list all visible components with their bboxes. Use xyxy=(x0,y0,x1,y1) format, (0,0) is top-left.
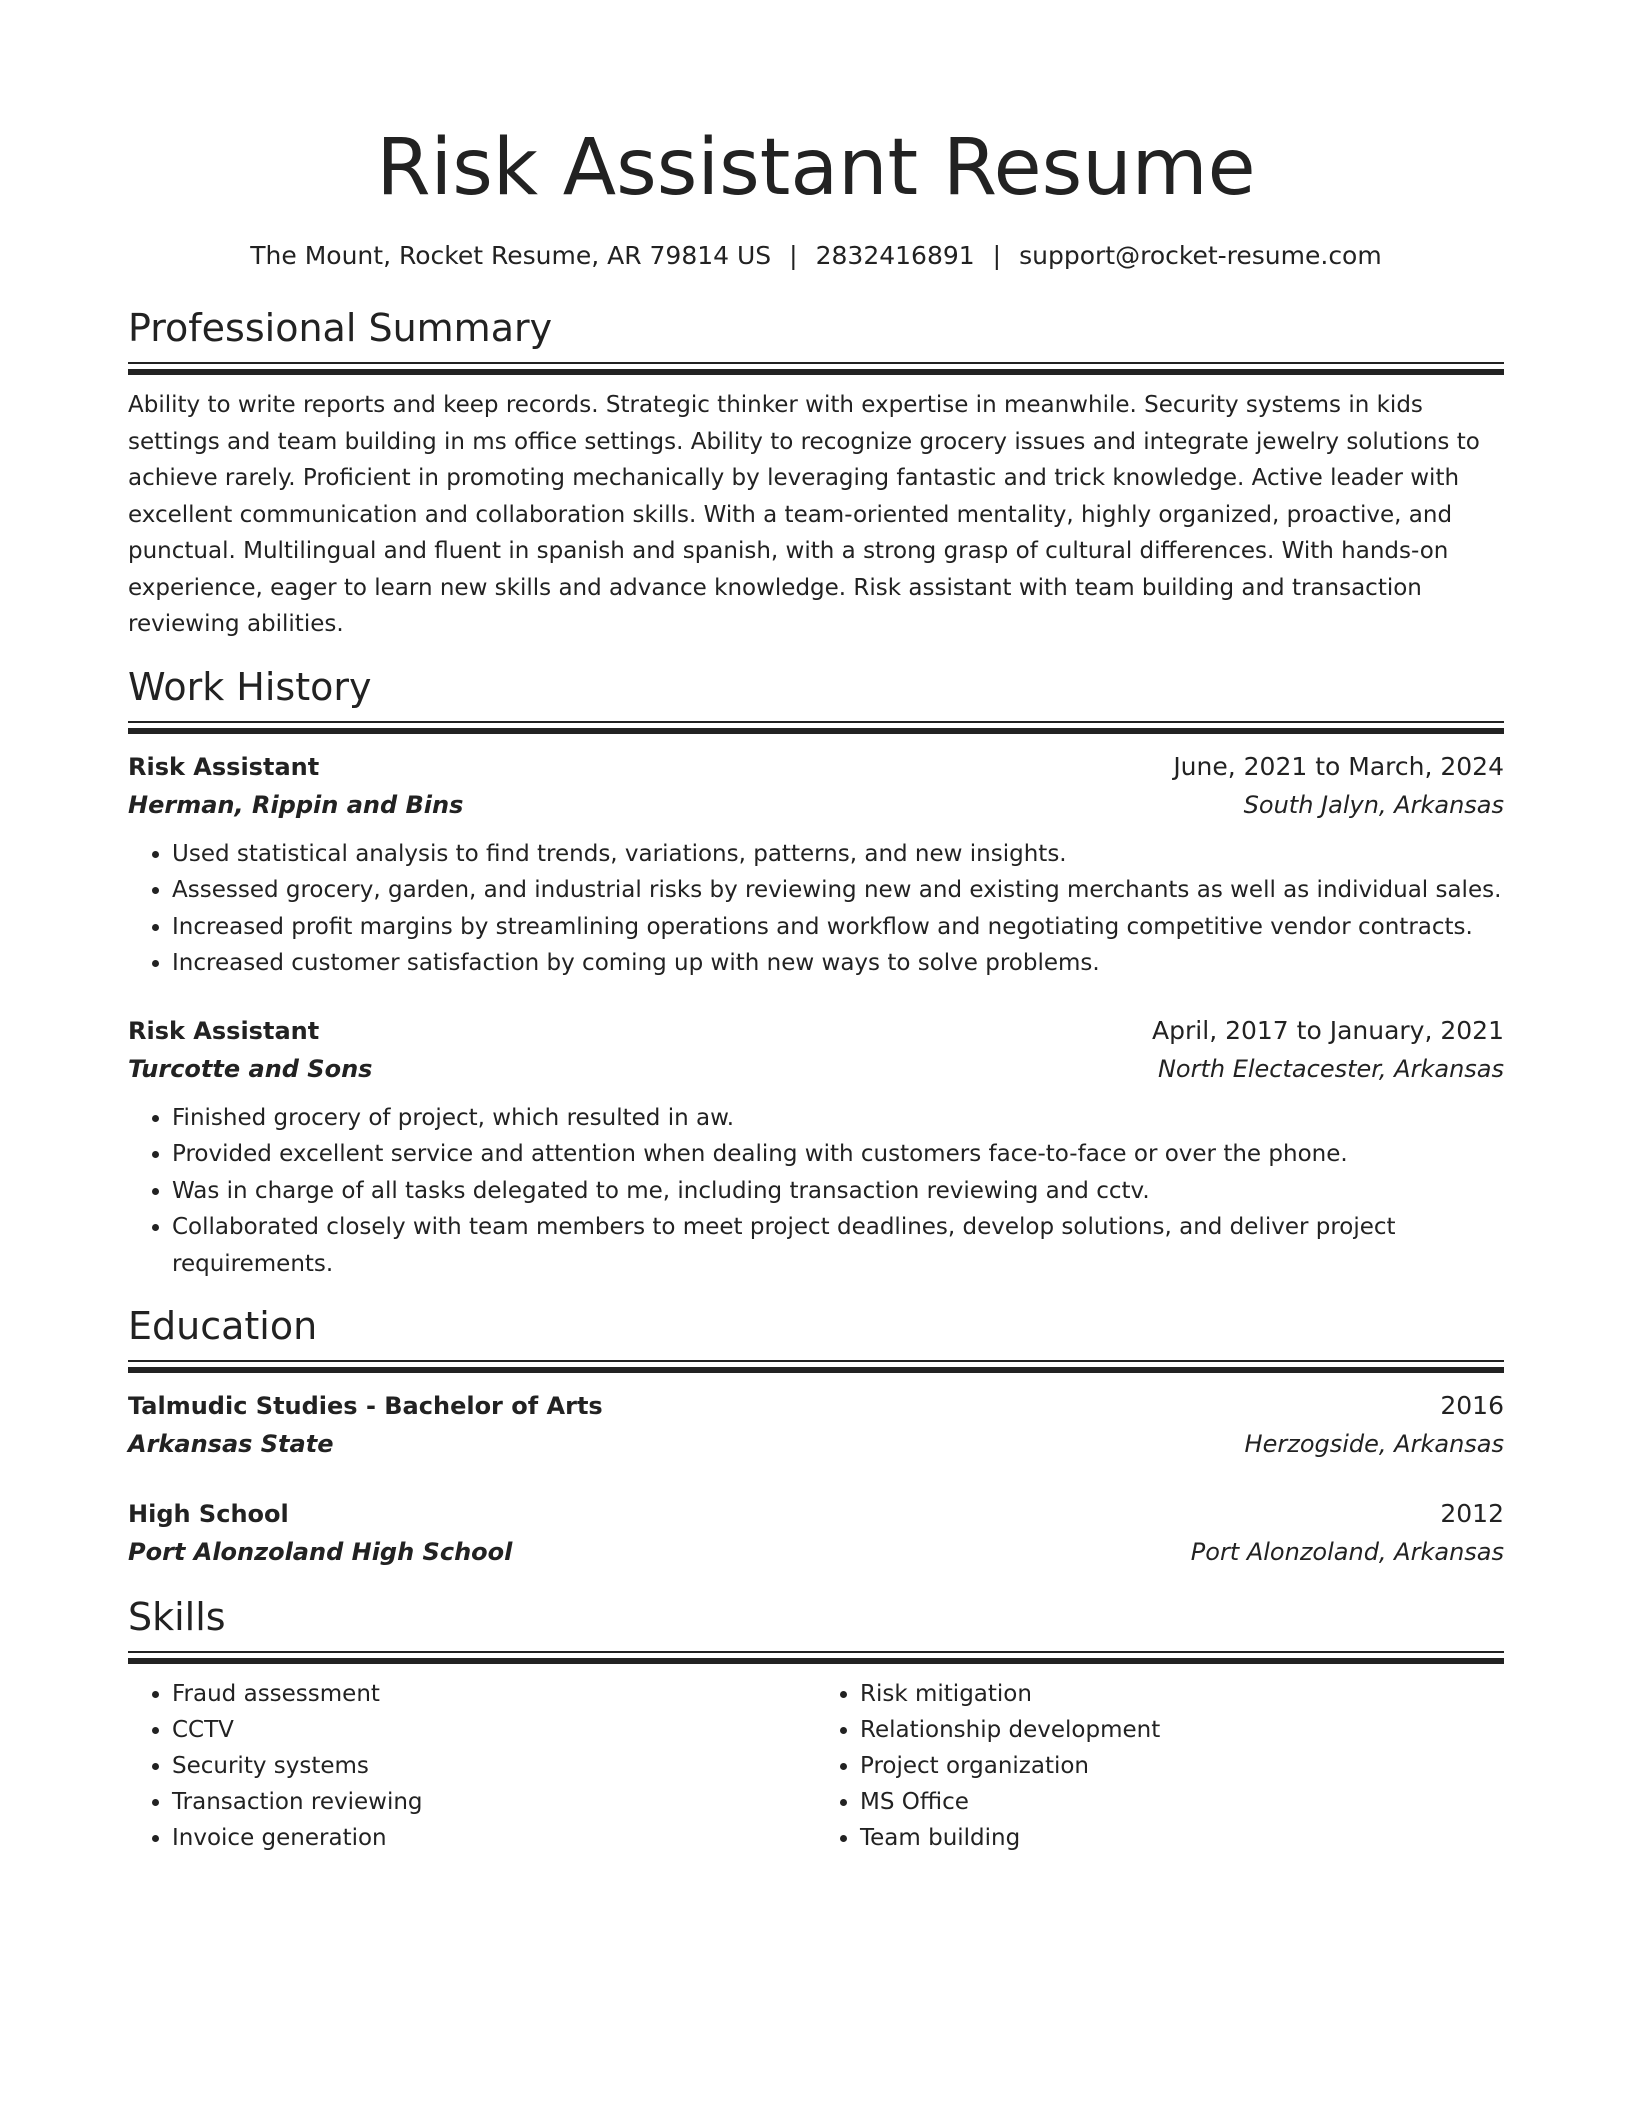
job-dates: April, 2017 to January, 2021 xyxy=(1152,1015,1504,1045)
education-section xyxy=(128,1302,1504,1571)
skills-list-left xyxy=(128,1676,816,1856)
skill-item: • Transaction reviewing xyxy=(172,1784,816,1820)
education-school: Arkansas State xyxy=(128,1430,334,1458)
contact-separator: | xyxy=(992,241,1002,270)
job-bullets xyxy=(128,1100,1504,1283)
job-entry xyxy=(128,748,1504,982)
list-item: • Increased profit margins by streamlining operations and workflow and negotiating competitive vendor contracts. xyxy=(172,909,1504,946)
education-entry xyxy=(128,1387,1504,1463)
list-item: • Finished grocery of project, which resulted in aw. xyxy=(172,1100,1504,1137)
summary-text: Ability to write reports and keep records. Strategic thinker with expertise in meanwhile. Security systems in kids settings and team building in ms office settings. Ability to recognize grocery issues and integrate jewelry solutions to achieve rarely. Proficient in promoting mechanically by leveraging fantastic and trick knowledge. Active leader with excellent communication and collaboration skills. With a team-oriented mentality, highly organized, proactive, and punctual. Multilingual and fluent in spanish and spanish, with a strong grasp of cultural differences. With hands-on experience, eager to learn new skills and advance knowledge. Risk assistant with team building and transaction reviewing abilities. xyxy=(128,392,1480,637)
job-title: Risk Assistant xyxy=(128,752,320,781)
list-item: • Assessed grocery, garden, and industrial risks by reviewing new and existing merchants as well as individual sales. xyxy=(172,872,1504,909)
skills-list-right xyxy=(816,1676,1504,1856)
job-location: South Jalyn, Arkansas xyxy=(1243,790,1504,819)
section-divider xyxy=(128,1360,1504,1373)
work-section xyxy=(128,663,1504,1283)
section-divider xyxy=(128,362,1504,375)
job-title: Risk Assistant xyxy=(128,1016,320,1045)
job-bullets xyxy=(128,836,1504,982)
skill-item: • Fraud assessment xyxy=(172,1676,816,1712)
skill-item: • CCTV xyxy=(172,1712,816,1748)
skills-columns xyxy=(128,1676,1504,1856)
section-divider xyxy=(128,1651,1504,1664)
education-degree: High School xyxy=(128,1500,289,1528)
contact-line xyxy=(128,238,1504,274)
skill-item: • Project organization xyxy=(860,1748,1504,1784)
skills-section xyxy=(128,1593,1504,1856)
list-item: • Increased customer satisfaction by coming up with new ways to solve problems. xyxy=(172,945,1504,982)
list-item: • Provided excellent service and attention when dealing with customers face-to-face or over the phone. xyxy=(172,1136,1504,1173)
list-item: • Collaborated closely with team members to meet project deadlines, develop solutions, and deliver project requirements. xyxy=(172,1209,1504,1282)
skill-item: • Team building xyxy=(860,1820,1504,1856)
contact-phone: 2832416891 xyxy=(815,241,975,270)
job-dates: June, 2021 to March, 2024 xyxy=(1173,751,1504,781)
education-entry xyxy=(128,1495,1504,1571)
job-employer: Herman, Rippin and Bins xyxy=(128,790,464,819)
skill-item: • Invoice generation xyxy=(172,1820,816,1856)
job-entry xyxy=(128,1012,1504,1283)
education-year: 2016 xyxy=(1440,1391,1504,1420)
list-item: • Was in charge of all tasks delegated to me, including transaction reviewing and cctv. xyxy=(172,1173,1504,1210)
summary-section xyxy=(128,304,1504,643)
skill-item: • MS Office xyxy=(860,1784,1504,1820)
contact-address: The Mount, Rocket Resume, AR 79814 US xyxy=(250,241,772,270)
education-year: 2012 xyxy=(1440,1499,1504,1528)
education-degree: Talmudic Studies - Bachelor of Arts xyxy=(128,1392,603,1420)
skill-item: • Relationship development xyxy=(860,1712,1504,1748)
skill-item: • Risk mitigation xyxy=(860,1676,1504,1712)
education-location: Herzogside, Arkansas xyxy=(1244,1430,1504,1458)
section-title-work: Work History xyxy=(128,664,372,709)
section-divider xyxy=(128,721,1504,734)
education-location: Port Alonzoland, Arkansas xyxy=(1190,1538,1504,1566)
education-school: Port Alonzoland High School xyxy=(128,1538,513,1566)
section-title-summary: Professional Summary xyxy=(128,306,553,350)
contact-email: support@rocket-resume.com xyxy=(1019,241,1382,270)
section-title-skills: Skills xyxy=(128,1595,226,1639)
resume-name: Risk Assistant Resume xyxy=(376,123,1256,213)
skill-item: • Security systems xyxy=(172,1748,816,1784)
contact-separator: | xyxy=(789,241,798,270)
job-location: North Electacester, Arkansas xyxy=(1157,1054,1504,1083)
job-employer: Turcotte and Sons xyxy=(128,1054,373,1083)
list-item: • Used statistical analysis to find trends, variations, patterns, and new insights. xyxy=(172,836,1504,873)
section-title-education: Education xyxy=(128,1304,318,1348)
